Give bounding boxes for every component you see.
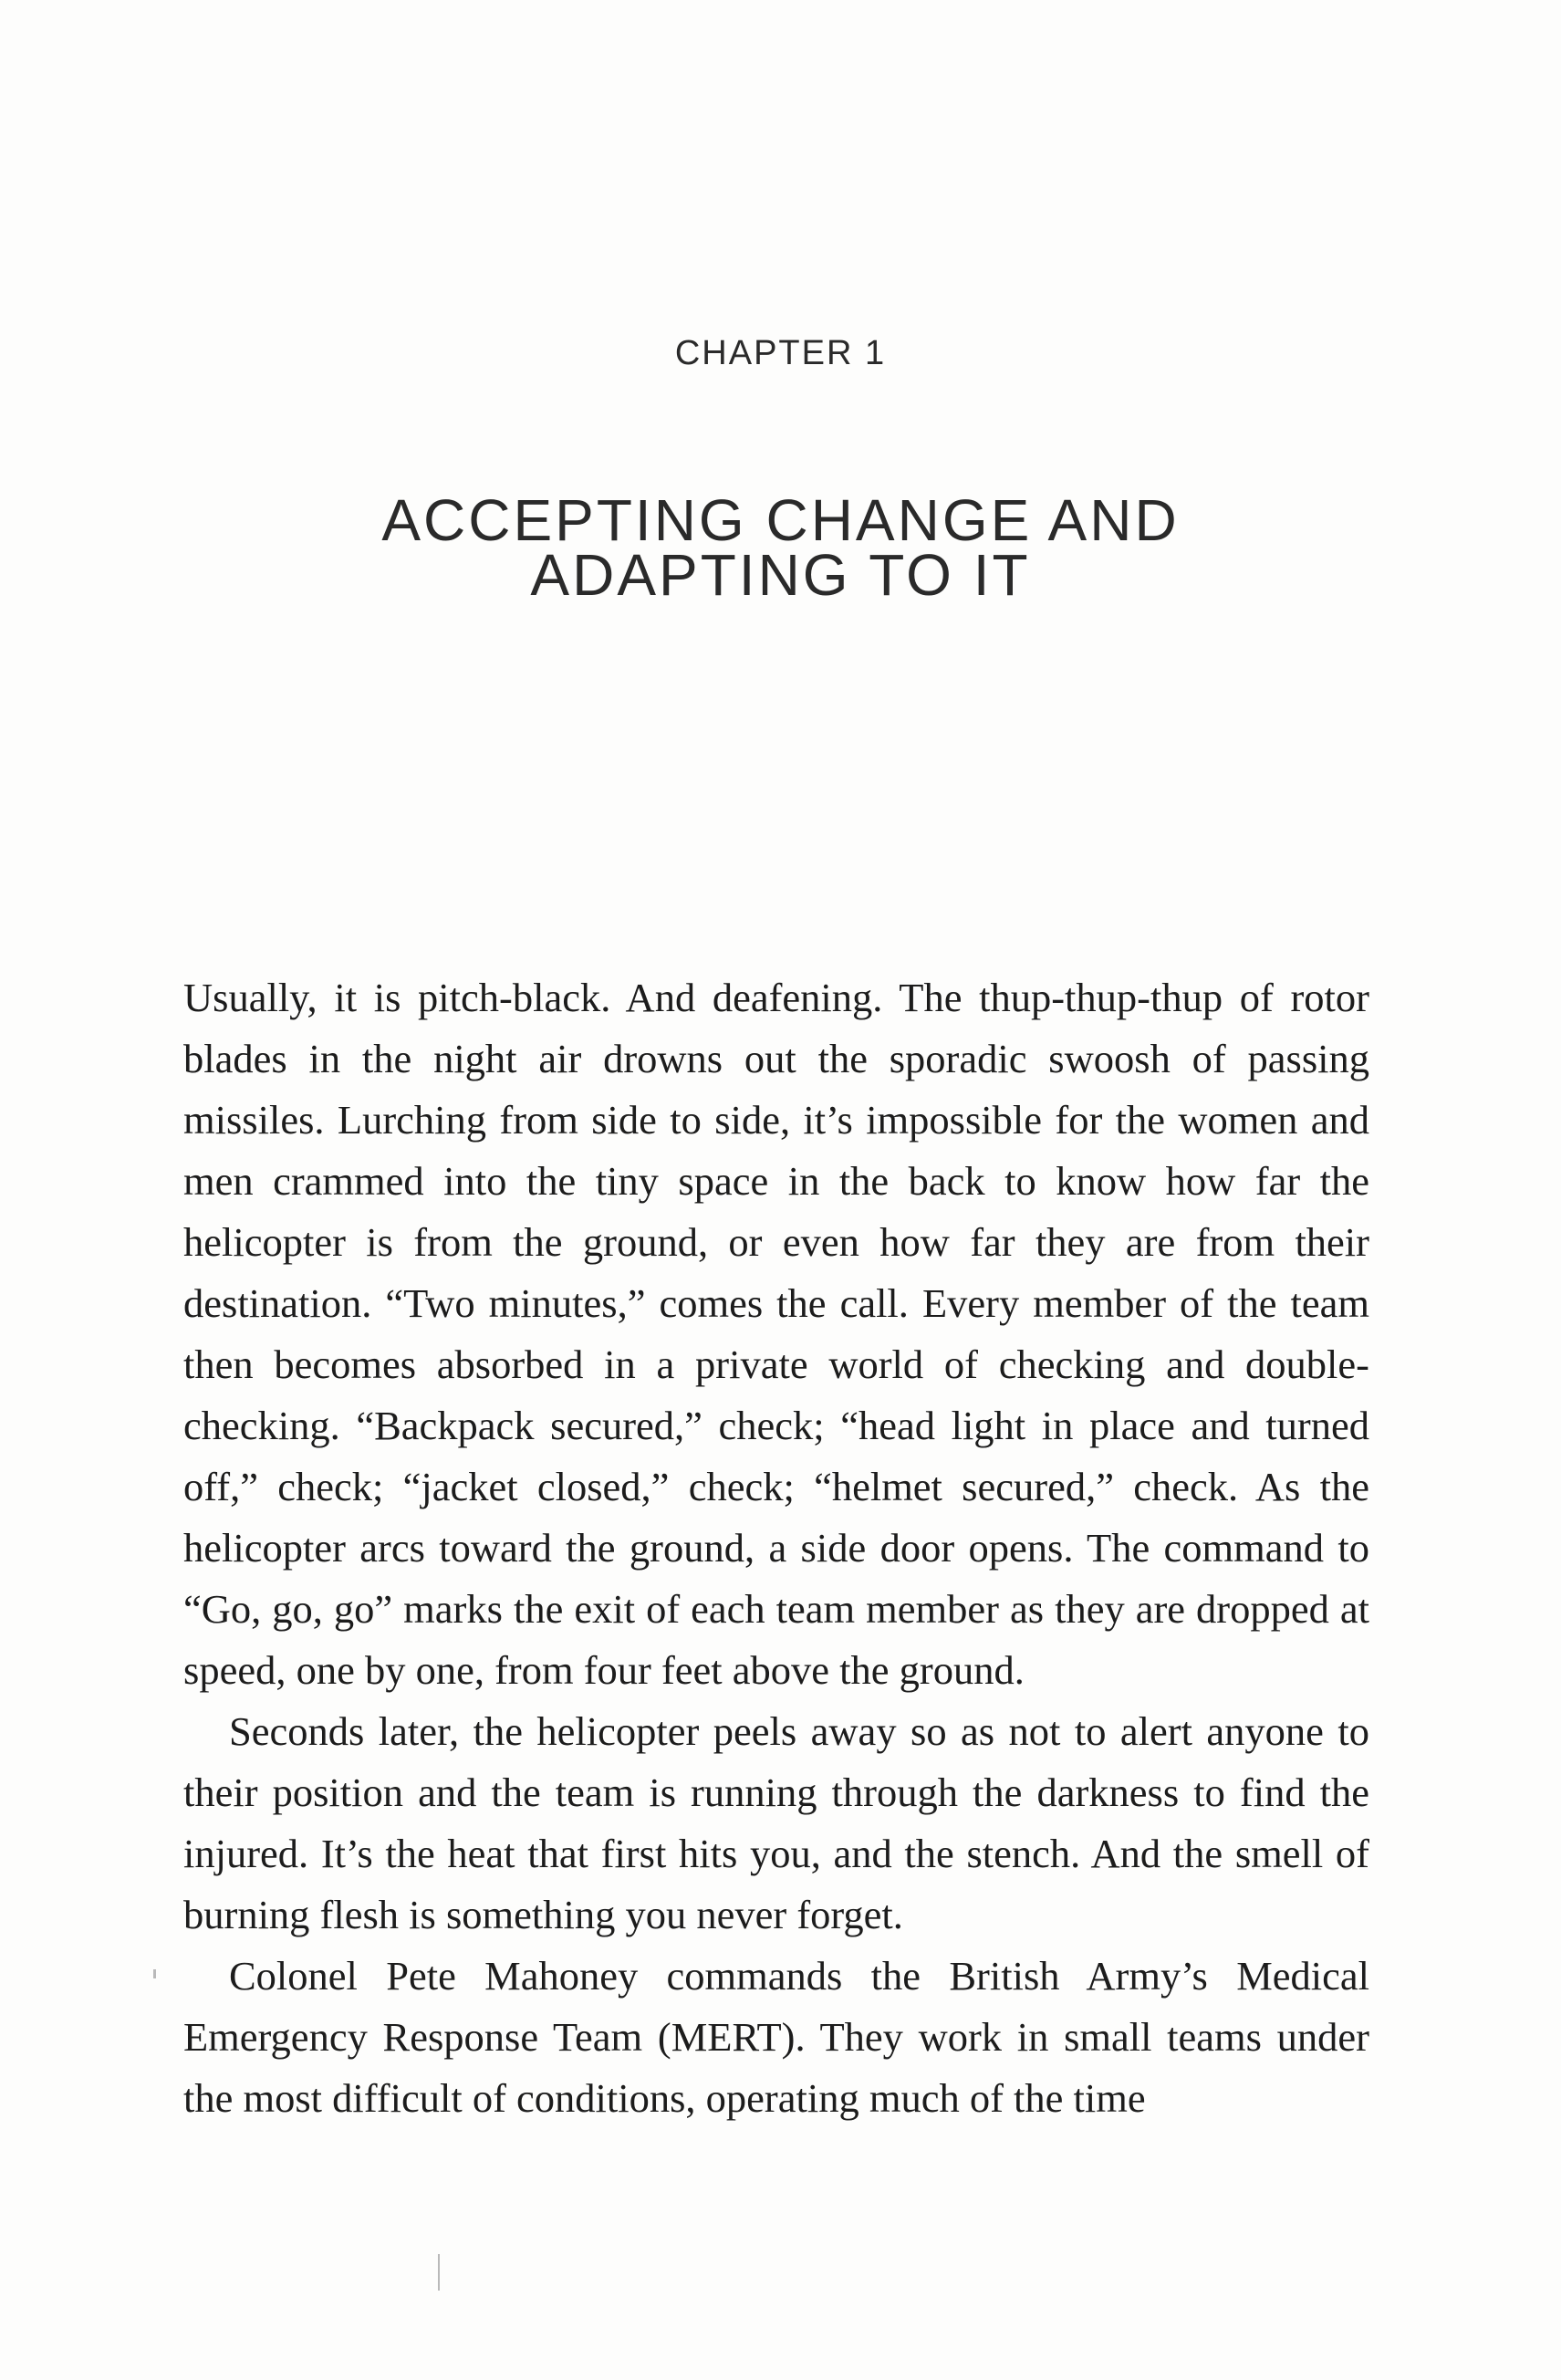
paragraph-1: Usually, it is pitch-black. And deafening. The thup-thup-thup of rotor blades in the night air drowns out the sporadic swoosh of passing missiles. Lurching from side to side, it’s impossible for the women and men crammed into the tiny space in the back to know how far the helicopter is from the ground, or even how far they are from their destination. “Two minutes,” comes the call. Every member of the team then becomes absorbed in a private world of checking and double-checking. “Backpack secured,” check; “head light in place and turned off,” check; “jacket closed,” check; “helmet secured,” check. As the helicopter arcs toward the ground, a side door opens. The command to “Go, go, go” marks the exit of each team member as they are dropped at speed, one by one, from four feet above the ground. [183,975,1369,1693]
chapter-label: CHAPTER 1 [674,334,887,372]
scan-mark [153,1969,156,1978]
paragraph-3: Colonel Pete Mahoney commands the British Army’s Medical Emergency Response Team (MERT). They work in small teams under the most difficult of conditions, operating much of the time [183,1953,1369,2121]
scan-mark [438,2254,440,2291]
chapter-body [183,967,1369,2129]
paragraph-2: Seconds later, the helicopter peels away so as not to alert anyone to their position and the team is running through the darkness to find the injured. It’s the heat that first hits you, and the stench. And the smell of burning flesh is something you never forget. [183,1708,1369,1937]
chapter-title-line-1: ACCEPTING CHANGE AND [381,487,1180,553]
chapter-title-line-2: ADAPTING TO IT [530,542,1031,608]
chapter-title [0,487,1561,608]
